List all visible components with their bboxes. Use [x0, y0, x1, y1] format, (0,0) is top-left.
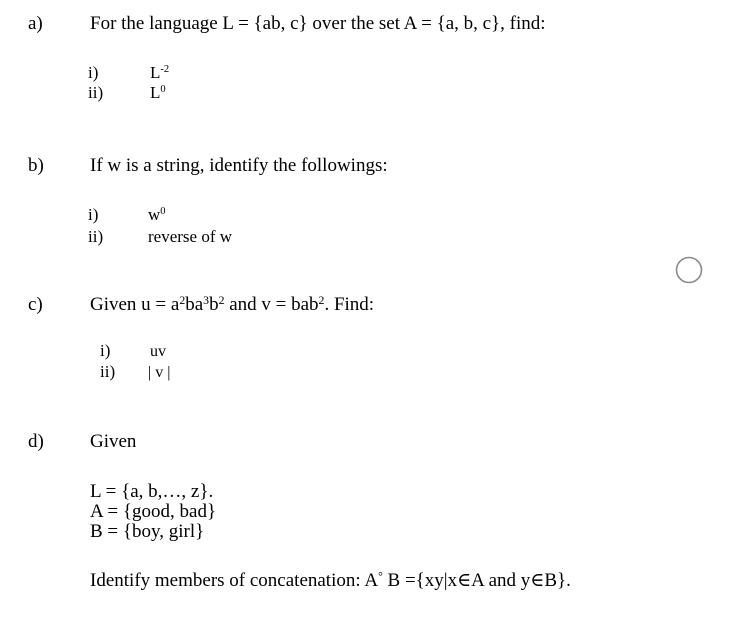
question-text-part: B ={xy|x∈A and y∈B}.: [382, 570, 571, 591]
expression-base: w: [148, 205, 161, 224]
item-expression: [150, 64, 169, 82]
item-expression: [148, 206, 166, 224]
item-number: i): [88, 63, 99, 82]
question-label-a: a): [28, 13, 43, 34]
question-text-part: and v = bab: [224, 294, 319, 315]
set-definition: B = {boy, girl}: [90, 521, 205, 542]
question-text-c: [90, 295, 374, 314]
exponent: 2: [318, 293, 325, 307]
item-expression: [150, 84, 166, 102]
item-number: ii): [88, 227, 104, 246]
item-expression: reverse of w: [148, 227, 233, 246]
item-expression: | v |: [148, 364, 171, 381]
question-text-part: b: [209, 294, 219, 315]
question-text-a: For the language L = {ab, c} over the set A = {a, b, c}, find:: [90, 13, 546, 34]
question-text-part: . Find:: [324, 294, 375, 315]
expression-exponent: -2: [160, 64, 170, 76]
expression-exponent: 0: [160, 84, 166, 96]
item-number: i): [100, 341, 111, 360]
concatenation-operator: °: [378, 569, 383, 583]
circle-icon: [674, 255, 704, 285]
question-label-c: c): [28, 294, 43, 315]
item-number: ii): [88, 83, 104, 102]
expression-base: L: [150, 63, 161, 82]
question-label-b: b): [28, 155, 44, 176]
question-label-d: d): [28, 431, 44, 452]
exponent: 2: [218, 293, 225, 307]
set-definition: A = {good, bad}: [90, 501, 217, 522]
expression-base: L: [150, 83, 161, 102]
question-text-part: Identify members of concatenation: A: [90, 570, 379, 591]
exponent: 3: [203, 293, 210, 307]
set-definition: L = {a, b,…, z}.: [90, 481, 214, 502]
question-text-d: Given: [90, 431, 137, 452]
expression-exponent: 0: [160, 206, 166, 218]
exponent: 2: [179, 293, 186, 307]
question-text-part: ba: [185, 294, 204, 315]
item-expression: uv: [150, 343, 166, 360]
concatenation-question: [90, 571, 571, 590]
question-text-b: If w is a string, identify the followings:: [90, 155, 388, 176]
question-text-part: Given u = a: [90, 294, 180, 315]
item-number: ii): [100, 362, 116, 381]
item-number: i): [88, 205, 99, 224]
